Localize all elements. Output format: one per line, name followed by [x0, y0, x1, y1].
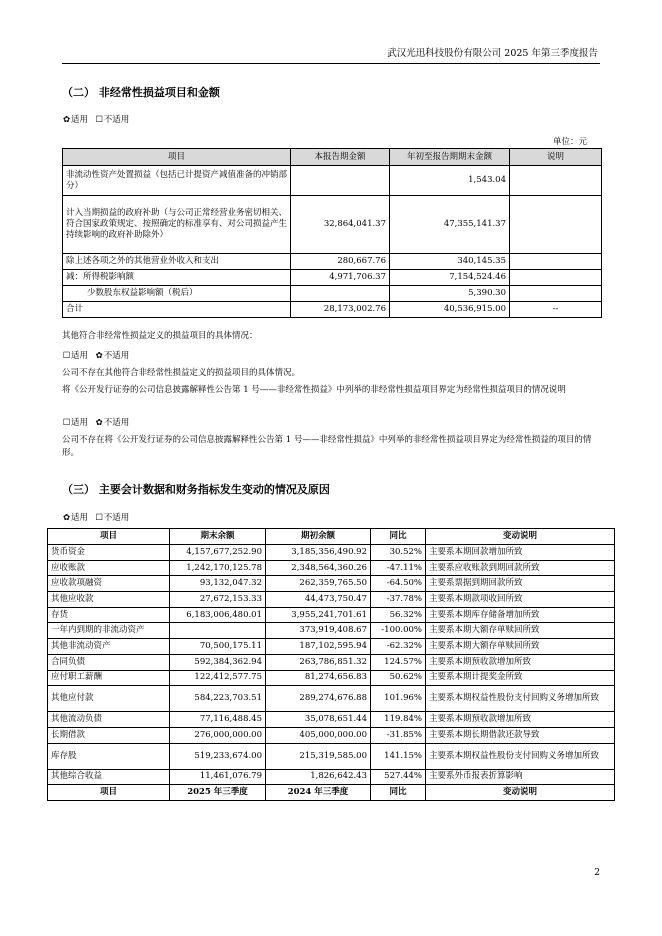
cell-end: 70,500,175.11: [170, 639, 266, 655]
section-title-nonrecurring: （二） 非经常性损益项目和金额: [62, 86, 220, 99]
table-header-row: [48, 529, 615, 545]
cell-yoy: 527.44%: [371, 769, 426, 785]
cell-yoy: 50.62%: [371, 670, 426, 686]
cell-current: 28,173,002.76: [291, 302, 390, 318]
radio-selected-icon[interactable]: ✿: [95, 351, 103, 361]
cell-begin: 2,348,564,360.26: [266, 560, 371, 576]
no-reclassification-text: 公司不存在将《公开发行证券的公司信息披露解释性公告第 1 号——非经常性损益》中列举的非经常性损益项目界定为经常性损益的项目的情形。: [62, 435, 592, 458]
cell-note: [510, 286, 602, 302]
cell-begin: 262,359,765.50: [266, 576, 371, 592]
cell-reason: 主要系票据到期回款所致: [426, 576, 615, 592]
report-header-title: 武汉光迅科技股份有限公司 2025 年第三季度报告: [387, 48, 598, 59]
col-header-item: 项目: [63, 149, 291, 166]
cell-ytd: 1,543.04: [390, 166, 510, 196]
cell-reason: 主要系本期预收款增加所致: [426, 654, 615, 670]
checkbox-empty-icon[interactable]: ☐: [62, 418, 71, 428]
cell-reason: 主要系本期回款增加所致: [426, 545, 615, 561]
not-applicable-label: 不适用: [103, 115, 130, 125]
cell-item: 其他流动负债: [48, 712, 170, 728]
cell-begin: 289,274,676.88: [266, 686, 371, 712]
col-header-current: 本报告期金额: [291, 149, 390, 166]
table-row: [48, 769, 615, 785]
cell-begin: 263,786,851.32: [266, 654, 371, 670]
radio-selected-icon[interactable]: ✿: [62, 115, 71, 125]
cell-current: 32,864,041.37: [291, 196, 390, 254]
cell-yoy: -31.85%: [371, 727, 426, 743]
cell-yoy: 30.52%: [371, 545, 426, 561]
cell-reason: 主要系本期大额存单赎回所致: [426, 639, 615, 655]
cell-ytd: 5,390.30: [390, 286, 510, 302]
radio-selected-icon[interactable]: ✿: [62, 513, 71, 523]
no-other-items-text: 公司不存在其他符合非经常性损益定义的损益项目的具体情况。: [62, 368, 301, 378]
cell-current: [291, 166, 390, 196]
applicable-label: 适用: [71, 418, 89, 428]
cell-yoy: 141.15%: [371, 743, 426, 769]
cell-reason: 主要系本期预收款增加所致: [426, 712, 615, 728]
cell-note: [510, 166, 602, 196]
table-row: [48, 670, 615, 686]
nonrecurring-table: [62, 148, 602, 318]
table-row: [63, 286, 602, 302]
other-items-text: 其他符合非经常性损益定义的损益项目的具体情况：: [62, 331, 258, 341]
col-header-item: 项目: [48, 529, 170, 545]
table-row-total: [63, 302, 602, 318]
cell-ytd: 40,536,915.00: [390, 302, 510, 318]
table-row: [48, 654, 615, 670]
cell-current: [291, 286, 390, 302]
cell-begin: 3,185,356,490.92: [266, 545, 371, 561]
table-row: [48, 727, 615, 743]
cell-end: 93,132,047.32: [170, 576, 266, 592]
cell-ytd: 47,355,141.37: [390, 196, 510, 254]
cell-end: 592,384,362.94: [170, 654, 266, 670]
cell-end: 6,183,006,480.01: [170, 607, 266, 623]
cell-reason: 主要系本期计提奖金所致: [426, 670, 615, 686]
applicability-selector-4: [62, 511, 129, 523]
balance-changes-table: [47, 528, 615, 801]
cell-end: 27,672,153.33: [170, 592, 266, 608]
cell-current: 4,971,706.37: [291, 270, 390, 286]
cell-current: 280,667.76: [291, 254, 390, 270]
table-row: [63, 166, 602, 196]
cell-yoy: -62.32%: [371, 639, 426, 655]
table-row: [63, 270, 602, 286]
col-header-end: 期末余额: [170, 529, 266, 545]
cell-item: 合计: [63, 302, 291, 318]
cell-item: 少数股东权益影响额（税后）: [63, 286, 291, 302]
cell-item: 减：所得税影响额: [63, 270, 291, 286]
cell-reason: 主要系本期大额存单赎回所致: [426, 623, 615, 639]
cell-item: 其他应付款: [48, 686, 170, 712]
unit-label: 单位：元: [552, 137, 587, 147]
table-row: [48, 712, 615, 728]
cell-item: 库存股: [48, 743, 170, 769]
cell-item: 其他应收款: [48, 592, 170, 608]
cell-yoy: -64.50%: [371, 576, 426, 592]
reclassification-note: 将《公开发行证券的公司信息披露解释性公告第 1 号——非经常性损益》中列举的非经常性损益项目界定为经常性损益项目的情况说明: [62, 385, 566, 395]
cell-reason: 主要系本期长期借款还款导致: [426, 727, 615, 743]
page-number: 2: [594, 868, 600, 878]
table-row: [63, 196, 602, 254]
cell-note: --: [510, 302, 602, 318]
cell-yoy: 101.96%: [371, 686, 426, 712]
checkbox-empty-icon[interactable]: ☐: [62, 351, 71, 361]
col-header-yoy: 同比: [371, 529, 426, 545]
applicability-selector-2: [62, 349, 129, 361]
cell-ytd: 340,145.35: [390, 254, 510, 270]
cell-reason: 主要系应收账款到期回款所致: [426, 560, 615, 576]
cell-end: [170, 623, 266, 639]
applicable-label: 适用: [71, 115, 89, 125]
table-row: [48, 743, 615, 769]
cell-yoy: 124.57%: [371, 654, 426, 670]
applicable-label: 适用: [71, 351, 89, 361]
cell-begin: 81,274,656.83: [266, 670, 371, 686]
radio-selected-icon[interactable]: ✿: [95, 418, 103, 428]
cell-end: 122,412,577.75: [170, 670, 266, 686]
cell-yoy: -100.00%: [371, 623, 426, 639]
applicability-selector-3: [62, 416, 129, 428]
checkbox-empty-icon[interactable]: ☐: [95, 513, 104, 523]
col-header-prior-quarter: 2024 年三季度: [266, 785, 371, 801]
cell-item: 应收账款: [48, 560, 170, 576]
col-header-yoy: 同比: [371, 785, 426, 801]
cell-item: 应收款项融资: [48, 576, 170, 592]
cell-item: 一年内到期的非流动资产: [48, 623, 170, 639]
cell-item: 应付职工薪酬: [48, 670, 170, 686]
cell-item: 其他综合收益: [48, 769, 170, 785]
col-header-note: 说明: [510, 149, 602, 166]
applicability-selector-1: [62, 113, 129, 125]
cell-reason: 主要系本期权益性股份支付回购义务增加所致: [426, 743, 615, 769]
col-header-current-quarter: 2025 年三季度: [170, 785, 266, 801]
cell-begin: 405,000,000.00: [266, 727, 371, 743]
cell-item: 其他非流动资产: [48, 639, 170, 655]
cell-begin: 3,955,241,701.61: [266, 607, 371, 623]
cell-end: 11,461,076.79: [170, 769, 266, 785]
col-header-reason: 变动说明: [426, 529, 615, 545]
cell-begin: 187,102,595.94: [266, 639, 371, 655]
col-header-reason: 变动说明: [426, 785, 615, 801]
table-row: [48, 639, 615, 655]
cell-item: 长期借款: [48, 727, 170, 743]
table-row: [48, 623, 615, 639]
cell-end: 276,000,000.00: [170, 727, 266, 743]
cell-note: [510, 270, 602, 286]
cell-item: 存货: [48, 607, 170, 623]
table-row: [48, 686, 615, 712]
cell-begin: 35,078,651.44: [266, 712, 371, 728]
table-row: [48, 545, 615, 561]
cell-end: 77,116,488.45: [170, 712, 266, 728]
cell-begin: 215,319,585.00: [266, 743, 371, 769]
table-row: [63, 254, 602, 270]
cell-yoy: -37.78%: [371, 592, 426, 608]
table-row: [48, 560, 615, 576]
cell-reason: 主要系外币报表折算影响: [426, 769, 615, 785]
cell-begin: 373,919,408.67: [266, 623, 371, 639]
cell-reason: 主要系本期库存储备增加所致: [426, 607, 615, 623]
cell-reason: 主要系本期款项收回所致: [426, 592, 615, 608]
col-header-ytd: 年初至报告期期末金额: [390, 149, 510, 166]
cell-end: 584,223,703.51: [170, 686, 266, 712]
not-applicable-label: 不适用: [103, 513, 130, 523]
checkbox-empty-icon[interactable]: ☐: [95, 115, 104, 125]
cell-begin: 44,473,750.47: [266, 592, 371, 608]
cell-item: 计入当期损益的政府补助（与公司正常经营业务密切相关、符合国家政策规定、按照确定的标准享有、对公司损益产生持续影响的政府补助除外）: [63, 196, 291, 254]
applicable-label: 适用: [71, 513, 89, 523]
cell-begin: 1,826,642.43: [266, 769, 371, 785]
cell-note: [510, 254, 602, 270]
cell-end: 4,157,677,252.90: [170, 545, 266, 561]
table-header-row: [63, 149, 602, 166]
col-header-begin: 期初余额: [266, 529, 371, 545]
table-row: [48, 607, 615, 623]
cell-item: 合同负债: [48, 654, 170, 670]
cell-note: [510, 196, 602, 254]
cell-end: 1,242,170,125.78: [170, 560, 266, 576]
table-row: [48, 576, 615, 592]
cell-ytd: 7,154,524.46: [390, 270, 510, 286]
table-row: [48, 592, 615, 608]
cell-yoy: 119.84%: [371, 712, 426, 728]
header-divider: [62, 63, 600, 64]
cell-item: 货币资金: [48, 545, 170, 561]
table-footer-header-row: [48, 785, 615, 801]
cell-yoy: 56.32%: [371, 607, 426, 623]
section-title-changes: （三） 主要会计数据和财务指标发生变动的情况及原因: [62, 483, 330, 496]
col-header-item: 项目: [48, 785, 170, 801]
cell-yoy: -47.11%: [371, 560, 426, 576]
not-applicable-label: 不适用: [103, 351, 130, 361]
cell-item: 非流动性资产处置损益（包括已计提资产减值准备的冲销部分）: [63, 166, 291, 196]
cell-item: 除上述各项之外的其他营业外收入和支出: [63, 254, 291, 270]
not-applicable-label: 不适用: [103, 418, 130, 428]
cell-reason: 主要系本期权益性股份支付回购义务增加所致: [426, 686, 615, 712]
cell-end: 519,233,674.00: [170, 743, 266, 769]
